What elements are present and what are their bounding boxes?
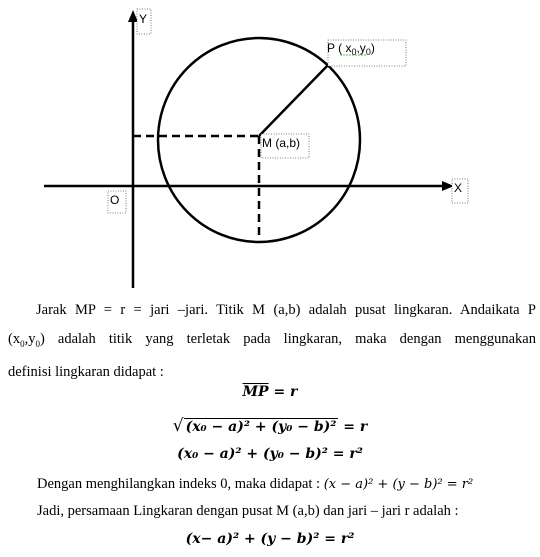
center-label: M (a,b) bbox=[262, 136, 301, 150]
equation-general: (x − a)² + (y − b)² = r² bbox=[323, 477, 474, 492]
paragraph-line-2-end: ) adalah titik yang terletak pada lingkaran, maka dengan menggunakan bbox=[39, 330, 536, 347]
equation-distance-radicand: (x₀ − a)² + (y₀ − b)² bbox=[185, 419, 337, 435]
y-axis-label: Y bbox=[139, 12, 148, 26]
origin-label: O bbox=[110, 193, 120, 207]
equation-mp-rhs: = r bbox=[268, 384, 298, 400]
equation-distance: √ (x₀ − a)² + (y₀ − b)² = r bbox=[172, 416, 368, 436]
paragraph-line-1: Jarak MP = r = jari –jari. Titik M (a,b) adalah pusat lingkaran. Andaikata P bbox=[36, 302, 536, 318]
equation-mp-r bbox=[0, 384, 540, 400]
paragraph-line-2-mid: ,y bbox=[24, 330, 36, 347]
x-axis-label: X bbox=[454, 181, 463, 195]
subscript-0: 0 bbox=[20, 338, 25, 349]
equation-squared: (x₀ − a)² + (y₀ − b)² = r² bbox=[177, 446, 363, 462]
radius-line bbox=[259, 63, 330, 136]
paragraph-line-3: definisi lingkaran didapat : bbox=[8, 363, 164, 380]
point-p-label: P ( $x_0,y_0$) bbox=[327, 41, 375, 57]
remove-index-text: Dengan menghilangkan indeks 0, maka didapat : bbox=[37, 476, 321, 492]
equation-mp: $\overline{MP}$ bbox=[242, 384, 269, 400]
equation-circle: (x− a)² + (y − b)² = r² bbox=[185, 531, 355, 547]
equation-distance-rhs: = r bbox=[338, 419, 368, 435]
remove-index-line bbox=[37, 476, 473, 493]
subscript-0-b: 0 bbox=[35, 338, 40, 349]
paragraph-definition bbox=[8, 296, 536, 386]
y-axis-arrow bbox=[128, 10, 138, 22]
paragraph-line-2-start: (x bbox=[8, 330, 21, 347]
conclusion-line: Jadi, persamaan Lingkaran dengan pusat M (a,b) dan jari – jari r adalah : bbox=[37, 503, 459, 519]
